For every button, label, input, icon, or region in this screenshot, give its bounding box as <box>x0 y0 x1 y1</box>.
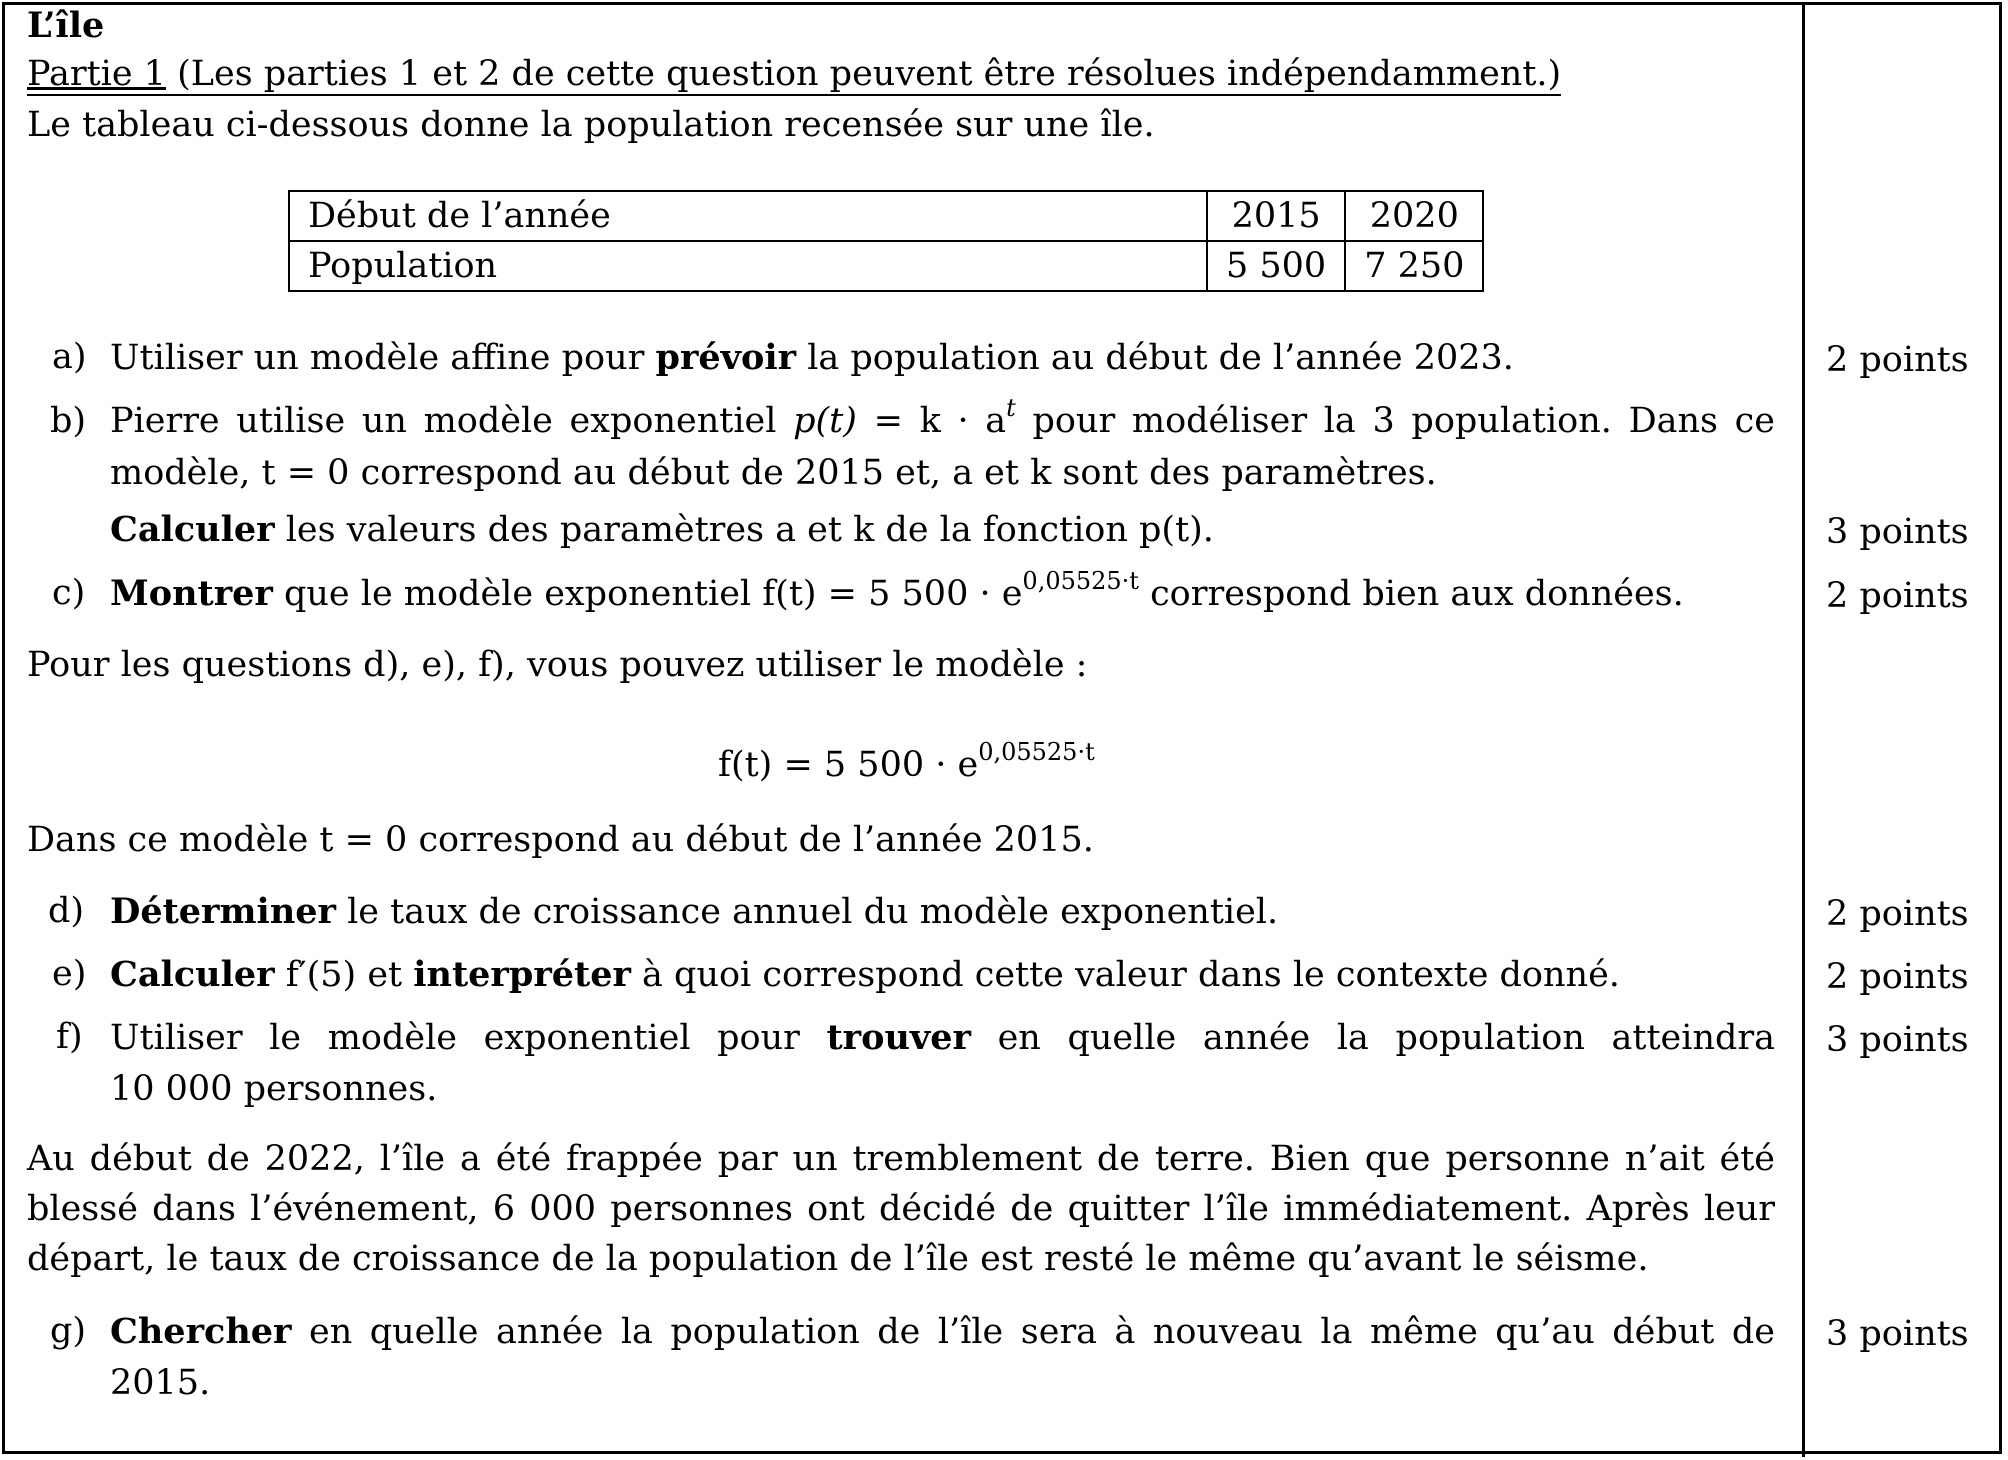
earthquake-line3: départ, le taux de croissance de la population de l’île est resté le même qu’avant le séisme. <box>27 1239 1649 1279</box>
model-formula: f(t) = 5 $500 \cdot e^{0,05525\cdot t}$ <box>718 738 1095 785</box>
question-b-letter: b) <box>50 401 87 441</box>
question-g-line2: 2015. <box>110 1363 211 1403</box>
table-cell: 2020 <box>1345 191 1483 241</box>
earthquake-line2: blessé dans l’événement, 6 000 personnes ont décidé de quitter l’île immédiatement. Après leur <box>27 1189 1775 1229</box>
intro-text: Le tableau ci-dessous donne la population recensée sur une île. <box>27 105 1155 145</box>
table-cell: Début de l’année <box>289 191 1207 241</box>
question-e-letter: e) <box>52 954 87 994</box>
table-cell: Population <box>289 241 1207 291</box>
question-f-points: 3 points <box>1826 1020 1969 1060</box>
part-label: Partie 1 <box>27 54 166 94</box>
question-d-letter: d) <box>48 891 85 931</box>
question-e-text: Calculer f′(5) et interpréter à quoi correspond cette valeur dans le contexte donné. <box>110 954 1620 995</box>
question-e-points: 2 points <box>1826 957 1969 997</box>
question-a-letter: a) <box>52 337 87 377</box>
table-row <box>289 241 1483 291</box>
question-g-line1: Chercher en quelle année la population de l’île sera à nouveau la même qu’au début de <box>110 1311 1775 1352</box>
question-b-points: 3 points <box>1826 512 1969 552</box>
question-g-points: 3 points <box>1826 1314 1969 1354</box>
part-heading <box>27 54 1562 96</box>
question-f-line2: 10 000 personnes. <box>110 1069 438 1109</box>
question-g-letter: g) <box>50 1311 87 1351</box>
earthquake-line1: Au début de 2022, l’île a été frappée par un tremblement de terre. Bien que personne n’ait été <box>27 1139 1775 1179</box>
question-d-text: Déterminer le taux de croissance annuel du modèle exponentiel. <box>110 891 1279 932</box>
question-c-letter: c) <box>52 573 86 613</box>
table-cell: 2015 <box>1207 191 1345 241</box>
question-b-line3: Calculer les valeurs des paramètres a et k de la fonction p(t). <box>110 509 1214 550</box>
model-intro: Pour les questions d), e), f), vous pouvez utiliser le modèle : <box>27 645 1088 685</box>
question-c-points: 2 points <box>1826 576 1969 616</box>
question-b-line2: modèle, t = 0 correspond au début de 2015 et, a et k sont des paramètres. <box>110 453 1437 493</box>
part-note: (Les parties 1 et 2 de cette question peuvent être résolues indépendamment.) <box>177 54 1562 94</box>
exercise-title: L’île <box>27 5 105 46</box>
question-a-points: 2 points <box>1826 340 1969 380</box>
table-row <box>289 191 1483 241</box>
question-a-text: Utiliser un modèle affine pour prévoir la population au début de l’année 2023. <box>110 337 1514 378</box>
table-cell: 7 250 <box>1345 241 1483 291</box>
question-d-points: 2 points <box>1826 894 1969 934</box>
model-note: Dans ce modèle t = 0 correspond au début de l’année 2015. <box>27 820 1094 860</box>
question-b-line1: Pierre utilise un modèle exponentiel $p(t) = k \cdot a^t$ pour modéliser la 3 population. Dans ce <box>110 394 1775 441</box>
table-cell: 5 500 <box>1207 241 1345 291</box>
question-f-letter: f) <box>56 1017 83 1057</box>
question-f-line1: Utiliser le modèle exponentiel pour trouver en quelle année la population atteindra <box>110 1017 1775 1058</box>
points-column-divider <box>1802 5 1805 1457</box>
question-c-text: Montrer que le modèle exponentiel f(t) = 5 $500 \cdot e^{0,05525\cdot t}$ correspond bien aux données. <box>110 567 1684 614</box>
population-table <box>288 190 1484 292</box>
